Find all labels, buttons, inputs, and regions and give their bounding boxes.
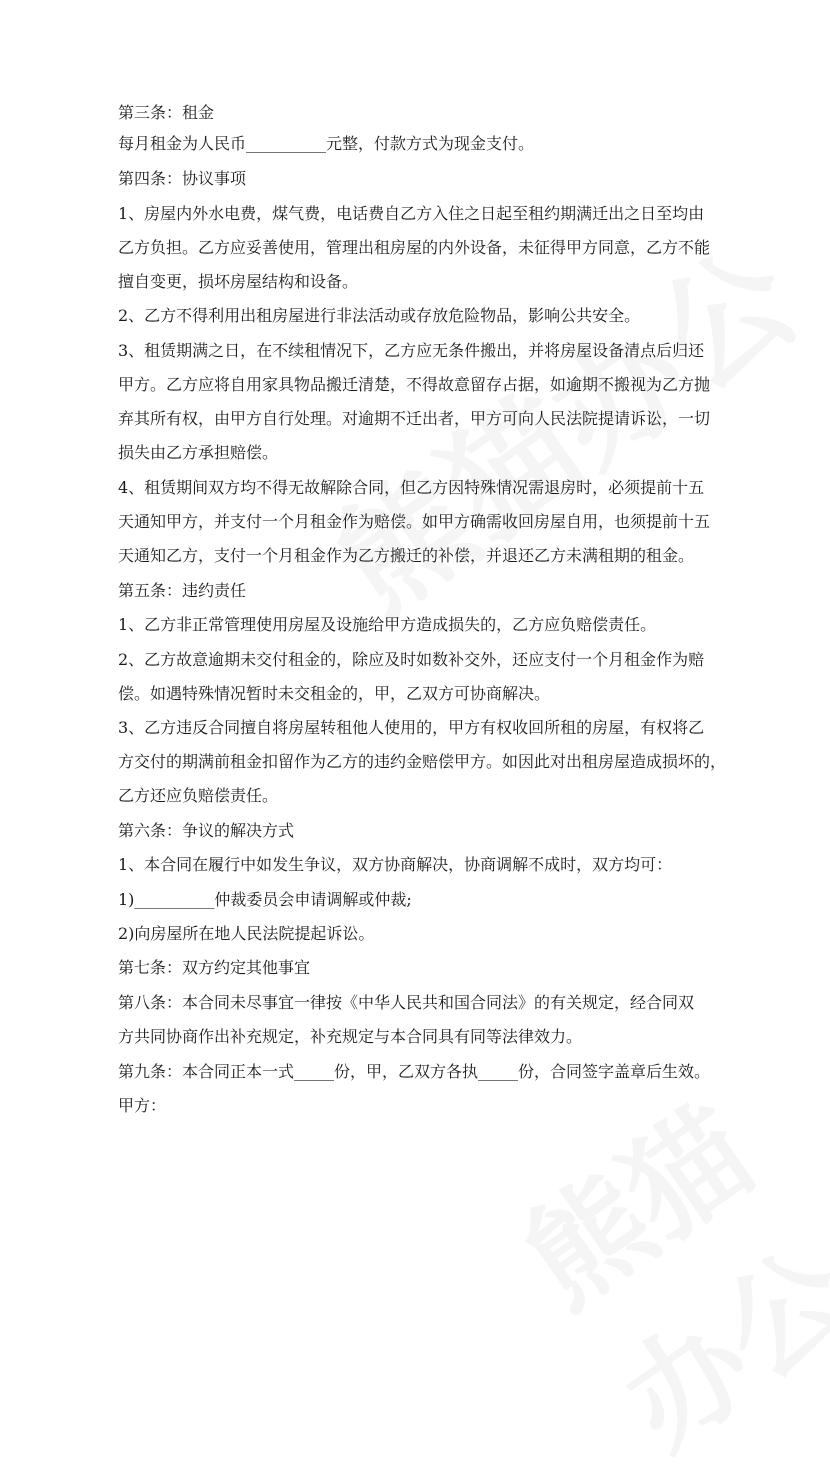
article-5-heading: 第五条：违约责任 (118, 581, 247, 600)
article-9-text: 第九条：本合同正本一式_____份，甲，乙双方各执_____份，合同签字盖章后生效。 (118, 1062, 711, 1081)
article-5-item-3-cont: 方交付的期满前租金扣留作为乙方的违约金赔偿甲方。如因此对出租房屋造成损坏的， (118, 752, 727, 771)
article-4-item-2: 2、乙方不得利用出租房屋进行非法活动或存放危险物品，影响公共安全。 (118, 306, 641, 325)
article-4-item-1-cont: 乙方负担。乙方应妥善使用，管理出租房屋的内外设备，未征得甲方同意，乙方不能 (118, 238, 711, 257)
article-5-item-3: 3、乙方违反合同擅自将房屋转租他人使用的，甲方有权收回所租的房屋，有权将乙 (118, 718, 705, 737)
watermark (486, 1044, 830, 1480)
article-3-heading: 第三条：租金 (118, 103, 215, 122)
article-4-item-3: 3、租赁期满之日，在不续租情况下，乙方应无条件搬出，并将房屋设备清点后归还 (118, 341, 705, 360)
article-4-heading: 第四条：协议事项 (118, 169, 247, 188)
article-6-heading: 第六条：争议的解决方式 (118, 821, 295, 840)
party-a-label: 甲方： (118, 1096, 167, 1115)
article-8-text: 第八条：本合同未尽事宜一律按《中华人民共和国合同法》的有关规定，经合同双 (118, 993, 695, 1012)
article-4-item-4-cont: 天通知乙方，支付一个月租金作为乙方搬迁的补偿，并退还乙方未满租期的租金。 (118, 546, 695, 565)
article-4-item-4: 4、租赁期间双方均不得无故解除合同，但乙方因特殊情况需退房时，必须提前十五 (118, 478, 705, 497)
article-3-text: 每月租金为人民币__________元整，付款方式为现金支付。 (118, 134, 535, 153)
article-8-text-cont: 方共同协商作出补充规定，补充规定与本合同具有同等法律效力。 (118, 1027, 583, 1046)
article-4-item-1: 1、房屋内外水电费，煤气费，电话费自乙方入住之日起至租约期满迁出之日至均由 (118, 204, 705, 223)
article-4-item-3-cont: 弃其所有权，由甲方自行处理。对逾期不迁出者，甲方可向人民法院提请诉讼，一切 (118, 409, 711, 428)
article-6-option-1: 1)__________仲裁委员会申请调解或仲裁; (118, 890, 412, 909)
article-5-item-3-cont: 乙方还应负赔偿责任。 (118, 786, 279, 805)
article-4-item-1-cont: 擅自变更，损坏房屋结构和设备。 (118, 272, 359, 291)
article-4-item-3-cont: 损失由乙方承担赔偿。 (118, 443, 279, 462)
article-5-item-1: 1、乙方非正常管理使用房屋及设施给甲方造成损失的，乙方应负赔偿责任。 (118, 615, 657, 634)
article-7-heading: 第七条：双方约定其他事宜 (118, 958, 311, 977)
article-4-item-3-cont: 甲方。乙方应将自用家具物品搬迁清楚，不得故意留存占据，如逾期不搬视为乙方抛 (118, 375, 711, 394)
article-6-option-2: 2)向房屋所在地人民法院提起诉讼。 (118, 924, 375, 943)
article-6-item-1: 1、本合同在履行中如发生争议，双方协商解决，协商调解不成时，双方均可： (118, 855, 673, 874)
article-5-item-2: 2、乙方故意逾期未交付租金的，除应及时如数补交外，还应支付一个月租金作为赔 (118, 650, 705, 669)
article-5-item-2-cont: 偿。如遇特殊情况暂时未交租金的，甲，乙双方可协商解决。 (118, 684, 551, 703)
article-4-item-4-cont: 天通知甲方，并支付一个月租金作为赔偿。如甲方确需收回房屋自用，也须提前十五 (118, 512, 711, 531)
